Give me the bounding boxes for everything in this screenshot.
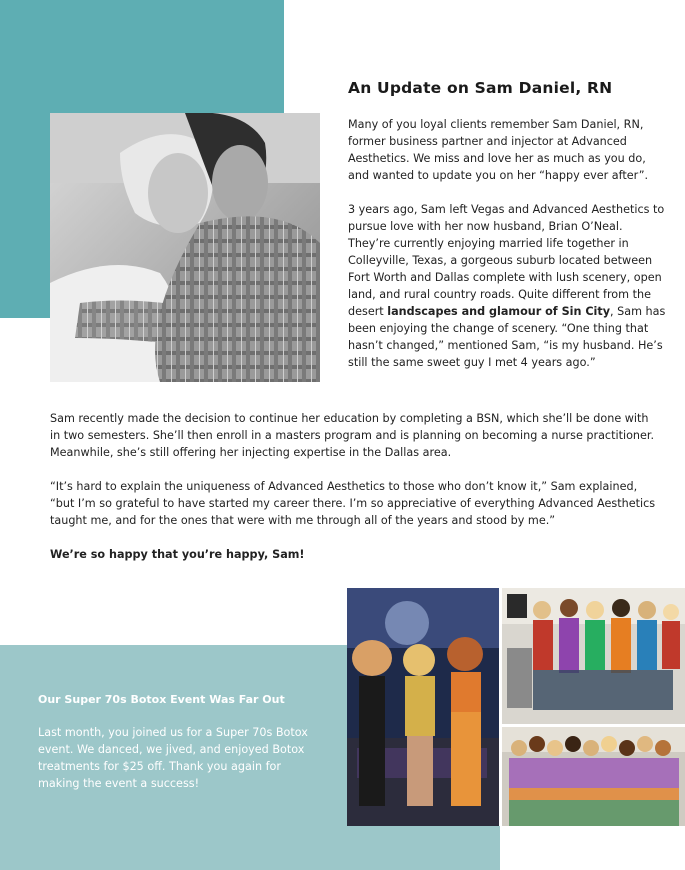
paragraph-move-text-b: , Sam has been enjoying the change of scenery. “One thing that hasn’t changed,” mentioned Sam, “is my husband. He’s still the same sweet guy I met 4 years ago.” [348,305,666,369]
paragraph-move-bold: landscapes and glamour of Sin City [387,305,611,318]
article-wide-text [50,410,660,580]
article-title: An Update on Sam Daniel, RN [348,79,613,97]
disco-photo [347,588,499,826]
paragraph-education: Sam recently made the decision to continue her education by completing a BSN, which she’ll be done with in two semesters. She’ll then enroll in a masters program and is planning on becoming a nurse practitioner. Meanwhile, she’s still offering her injecting expertise in the Dallas area. [50,412,655,459]
paragraph-move-text-a: 3 years ago, Sam left Vegas and Advanced Aesthetics to pursue love with her now husband, Brian O’Neal. They’re currently enjoying married life together in Colleyville, Texas, a gorgeous suburb located between Fort Worth and Dallas complete with lush scenery, open land, and rural country roads. Quite different from the desert [348,203,665,318]
event-title: Our Super 70s Botox Event Was Far Out [38,693,285,706]
closing-line: We’re so happy that you’re happy, Sam! [50,548,305,561]
paragraph-move [348,201,668,371]
group-photo-top [502,588,685,724]
event-photo-collage [347,588,685,826]
paragraph-quote: “It’s hard to explain the uniqueness of Advanced Aesthetics to those who don’t know it,” Sam explained, “but I’m so grateful to have started my career there. I’m so appreciative of everything Advanced Aesthetics taught me, and for the ones that were with me through all of the years and stood by me.” [50,480,656,527]
event-text: Last month, you joined us for a Super 70s Botox event. We danced, we jived, and enjoyed Botox treatments for $25 off. Thank you again for making the event a success! [38,726,308,790]
article-column-text [348,116,668,388]
paragraph-intro: Many of you loyal clients remember Sam Daniel, RN, former business partner and injector at Advanced Aesthetics. We miss and love her as much as you do, and wanted to update you on her “happy ever after”. [348,118,649,182]
group-photo-bottom [502,727,685,826]
couple-photo [50,113,320,382]
